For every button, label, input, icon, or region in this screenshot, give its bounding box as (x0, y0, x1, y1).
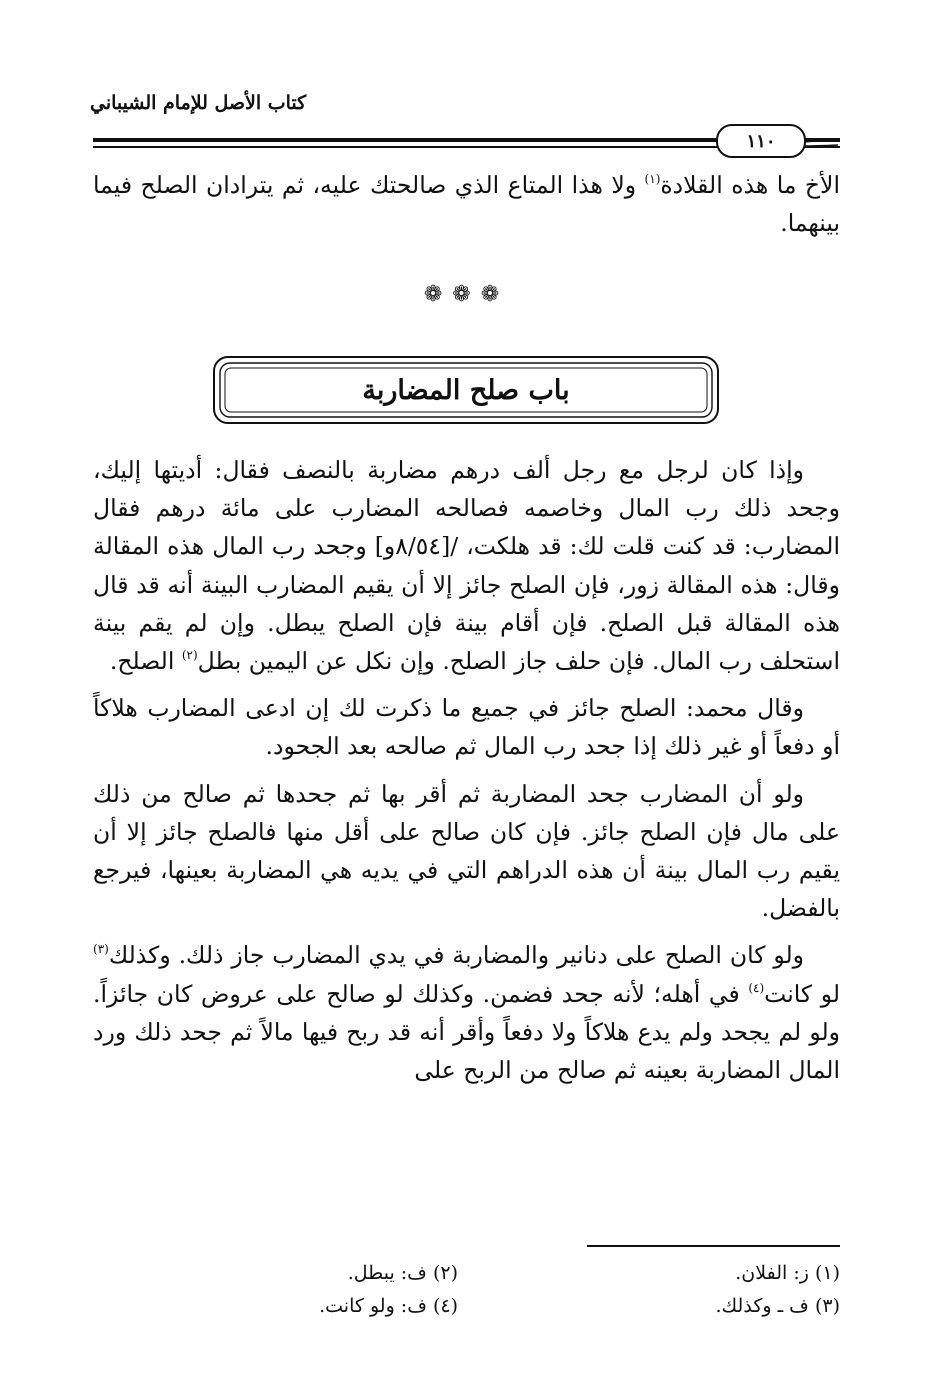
footnote-4 (319, 1295, 458, 1317)
paragraph-3: ولو أن المضارب جحد المضاربة ثم أقر بها ثم جحدها ثم صالح من ذلك على مال فإن الصلح جائز. فإن كان صالح على أقل منها فالصلح جائز إلا أن يقيم رب المال بينة أن هذه الدراهم التي في يديه هي المضاربة بعينها، فيرجع بالفضل. (93, 779, 840, 923)
paragraph-4-mid: لو كانت (764, 979, 840, 1008)
paragraph-2: وقال محمد: الصلح جائز في جميع ما ذكرت لك إن ادعى المضارب هلاكاً أو دفعاً أو غير ذلك إذا جحد رب المال ثم صالحه بعد الجحود. (93, 694, 840, 761)
paragraph-1-text: وإذا كان لرجل مع رجل ألف درهم مضاربة بالنصف فقال: أديتها إليك، وجحد ذلك رب المال وخاصمه فصالحه المضارب على مائة درهم فقال المضارب: قد كنت قلت لك: قد هلكت، /[٨/٥٤و] وجحد رب المال هذه المقالة وقال: هذه المقالة زور، فإن الصلح جائز إلا أن يقيم المضارب البينة أنه قد قال هذه المقالة قبل الصلح. فإن أقام بينة فإن الصلح يبطل. وإن لم يقم بينة استحلف رب المال. فإن حلف جاز الصلح. وإن نكل عن اليمين بطل (93, 456, 840, 676)
footnote-number: (٤) (432, 1295, 458, 1317)
footnote-1 (735, 1262, 840, 1284)
intro-text-start: الأخ ما هذه القلادة (660, 171, 840, 199)
footnote-text: ف: ولو كانت. (319, 1295, 427, 1317)
footnote-2 (348, 1262, 458, 1284)
chapter-heading-frame (212, 355, 720, 425)
footnote-rule (587, 1245, 840, 1247)
footnote-number: (٢) (432, 1262, 458, 1284)
paragraph-4-text: ولو كان الصلح على دنانير والمضاربة في يدي المضارب جاز ذلك. وكذلك (108, 941, 804, 970)
footnote-ref-1: (١) (644, 172, 661, 186)
main-text (93, 451, 840, 1089)
footnote-text: ف ـ وكذلك. (715, 1295, 809, 1317)
footnote-number: (١) (814, 1262, 840, 1284)
intro-text-rest: ولا هذا المتاع الذي صالحتك عليه، ثم يترادان الصلح فيما بينهما. (93, 171, 840, 238)
page-number-ornament (700, 122, 840, 162)
footnote-3 (716, 1295, 841, 1317)
footnote-text: ف: يبطل. (347, 1262, 427, 1284)
paragraph-1 (93, 451, 840, 680)
section-divider: ❁❁❁ (423, 282, 510, 307)
footnote-ref-2: (٢) (181, 648, 198, 663)
page-number: ١١٠ (716, 124, 806, 158)
chapter-title: باب صلح المضاربة (362, 374, 570, 406)
paragraph-4-end: في أهله؛ لأنه جحد فضمن. وكذلك لو صالح على عروض كان جائزاً. ولو لم يجحد ولم يدع هلاكاً ولا دفعاً وأقر أنه قد ربح فيها مالاً ثم جحد ذلك ورد المال المضاربة بعينه ثم صالح من الربح على (93, 979, 840, 1085)
footnote-ref-4: (٤) (748, 980, 765, 995)
intro-paragraph (93, 166, 840, 242)
intro-text (93, 166, 840, 242)
running-title: كتاب الأصل للإمام الشيباني (90, 92, 307, 114)
footnote-ref-3: (٣) (93, 942, 109, 957)
footnote-text: ز: الفلان. (735, 1262, 809, 1284)
footnote-number: (٣) (814, 1295, 840, 1317)
paragraph-4 (93, 936, 840, 1089)
paragraph-1-end: الصلح. (109, 647, 182, 676)
